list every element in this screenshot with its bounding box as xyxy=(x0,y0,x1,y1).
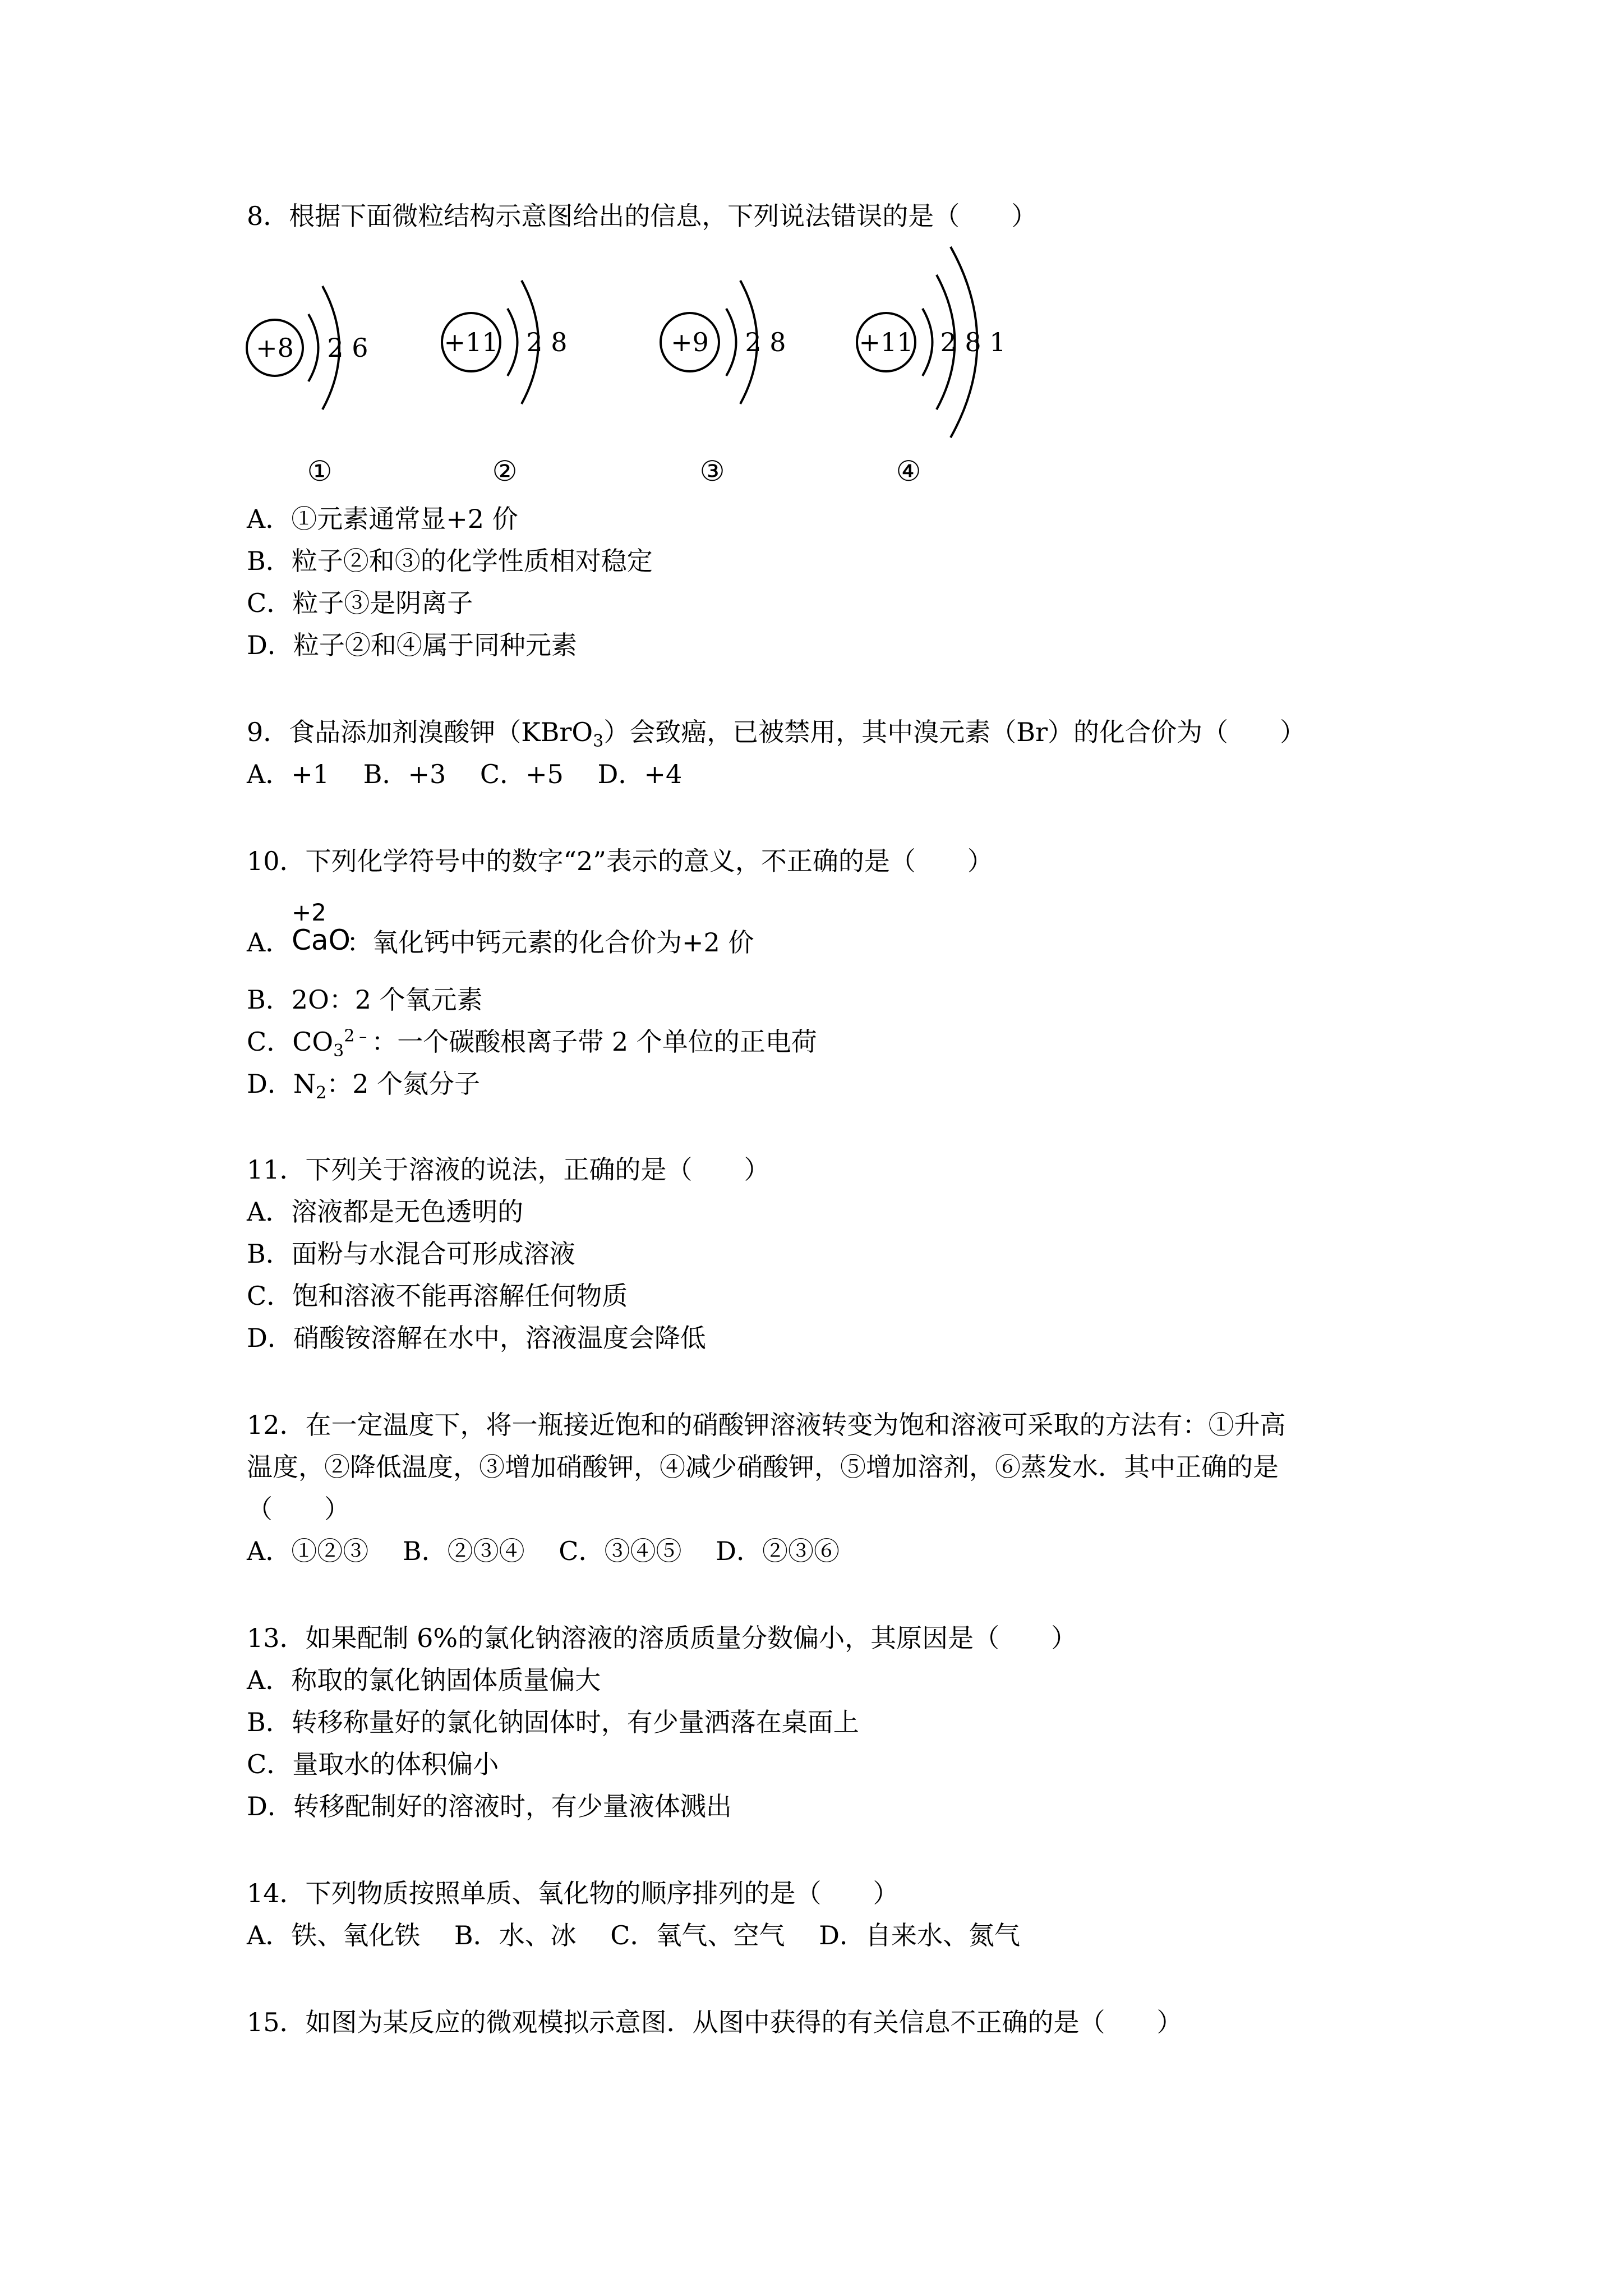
q10-option-c xyxy=(247,1025,817,1059)
particle-4-label: ④ xyxy=(896,455,921,487)
q13-option-d: D．转移配制好的溶液时，有少量液体溅出 xyxy=(247,1791,732,1821)
particle-3-shells: 2 8 xyxy=(745,327,786,357)
particle-2-label: ② xyxy=(492,455,518,487)
q10-option-d-pre: D．N xyxy=(247,1069,316,1099)
q8-stem: 8．根据下面微粒结构示意图给出的信息，下列说法错误的是（ ） xyxy=(247,201,1038,231)
q11-option-b: B．面粉与水混合可形成溶液 xyxy=(247,1239,575,1269)
atom-structure-diagram xyxy=(236,241,1021,488)
q13-option-a: A．称取的氯化钠固体质量偏大 xyxy=(247,1665,601,1695)
q15-stem: 15．如图为某反应的微观模拟示意图．从图中获得的有关信息不正确的是（ ） xyxy=(247,2007,1183,2037)
q9-options: A．+1 B．+3 C．+5 D．+4 xyxy=(247,759,683,789)
particle-2-shells: 2 8 xyxy=(526,327,568,357)
particle-1-label: ① xyxy=(307,455,333,487)
q10-option-a-prefix: A． xyxy=(247,927,292,958)
q10-option-a-text: ：氧化钙中钙元素的化合价为+2 价 xyxy=(347,927,754,958)
q8-option-b: B．粒子②和③的化学性质相对稳定 xyxy=(247,546,653,576)
q14-stem: 14．下列物质按照单质、氧化物的顺序排列的是（ ） xyxy=(247,1878,899,1908)
q10-valence: +2 xyxy=(292,899,326,926)
q11-stem: 11．下列关于溶液的说法，正确的是（ ） xyxy=(247,1154,770,1185)
q11-option-d: D．硝酸铵溶解在水中，溶液温度会降低 xyxy=(247,1323,706,1353)
q10-option-c-post: ：一个碳酸根离子带 2 个单位的正电荷 xyxy=(371,1027,817,1057)
particle-2 xyxy=(442,280,568,404)
particle-4-nucleus: +11 xyxy=(859,327,914,357)
particle-3 xyxy=(661,280,786,404)
q10-option-d xyxy=(247,1067,480,1101)
q13-stem: 13．如果配制 6%的氯化钠溶液的溶质质量分数偏小，其原因是（ ） xyxy=(247,1623,1077,1653)
q11-option-c: C．饱和溶液不能再溶解任何物质 xyxy=(247,1281,628,1311)
q10-option-c-sub: 3 xyxy=(333,1041,344,1061)
particle-3-label: ③ xyxy=(699,455,725,487)
q9-stem-sub: 3 xyxy=(593,731,604,752)
particle-1-nucleus: +8 xyxy=(256,333,294,363)
particle-1-shells: 2 6 xyxy=(327,333,368,363)
q12-stem-line-1: 12．在一定温度下，将一瓶接近饱和的硝酸钾溶液转变为饱和溶液可采取的方法有：①升高 xyxy=(247,1410,1286,1440)
q14-options: A．铁、氧化铁 B．水、冰 C．氧气、空气 D．自来水、氮气 xyxy=(247,1920,1020,1950)
q12-options: A．①②③ B．②③④ C．③④⑤ D．②③⑥ xyxy=(247,1536,840,1566)
q9-stem xyxy=(247,715,1306,752)
q12-stem-line-3: （ ） xyxy=(247,1494,350,1524)
q10-stem: 10．下列化学符号中的数字“2”表示的意义，不正确的是（ ） xyxy=(247,846,993,876)
particle-1 xyxy=(247,286,368,409)
q10-option-d-post: ：2 个氮分子 xyxy=(326,1069,481,1099)
q8-option-d: D．粒子②和④属于同种元素 xyxy=(247,630,577,660)
q9-stem-post: ）会致癌，已被禁用，其中溴元素（Br）的化合价为（ ） xyxy=(603,717,1306,747)
q12-stem-line-2: 温度，②降低温度，③增加硝酸钾，④减少硝酸钾，⑤增加溶剂，⑥蒸发水．其中正确的是 xyxy=(247,1452,1279,1482)
q10-option-b: B．2O：2 个氧元素 xyxy=(247,984,483,1015)
q10-formula-cao: CaO xyxy=(292,924,351,956)
particle-3-nucleus: +9 xyxy=(671,327,709,357)
q9-stem-pre: 9．食品添加剂溴酸钾（KBrO xyxy=(247,717,593,747)
particle-2-nucleus: +11 xyxy=(444,327,499,357)
q8-option-a: A．①元素通常显+2 价 xyxy=(247,504,518,534)
q10-option-d-sub: 2 xyxy=(316,1083,327,1103)
particle-4-shells: 2 8 1 xyxy=(940,327,1006,357)
q8-option-c: C．粒子③是阴离子 xyxy=(247,588,473,618)
q10-option-c-sup: 2﹣ xyxy=(344,1026,372,1046)
q10-option-c-pre: C．CO xyxy=(247,1027,334,1057)
q11-option-a: A．溶液都是无色透明的 xyxy=(247,1197,524,1227)
q13-option-c: C．量取水的体积偏小 xyxy=(247,1749,499,1779)
q13-option-b: B．转移称量好的氯化钠固体时，有少量洒落在桌面上 xyxy=(247,1707,859,1737)
particle-4 xyxy=(857,247,1006,438)
